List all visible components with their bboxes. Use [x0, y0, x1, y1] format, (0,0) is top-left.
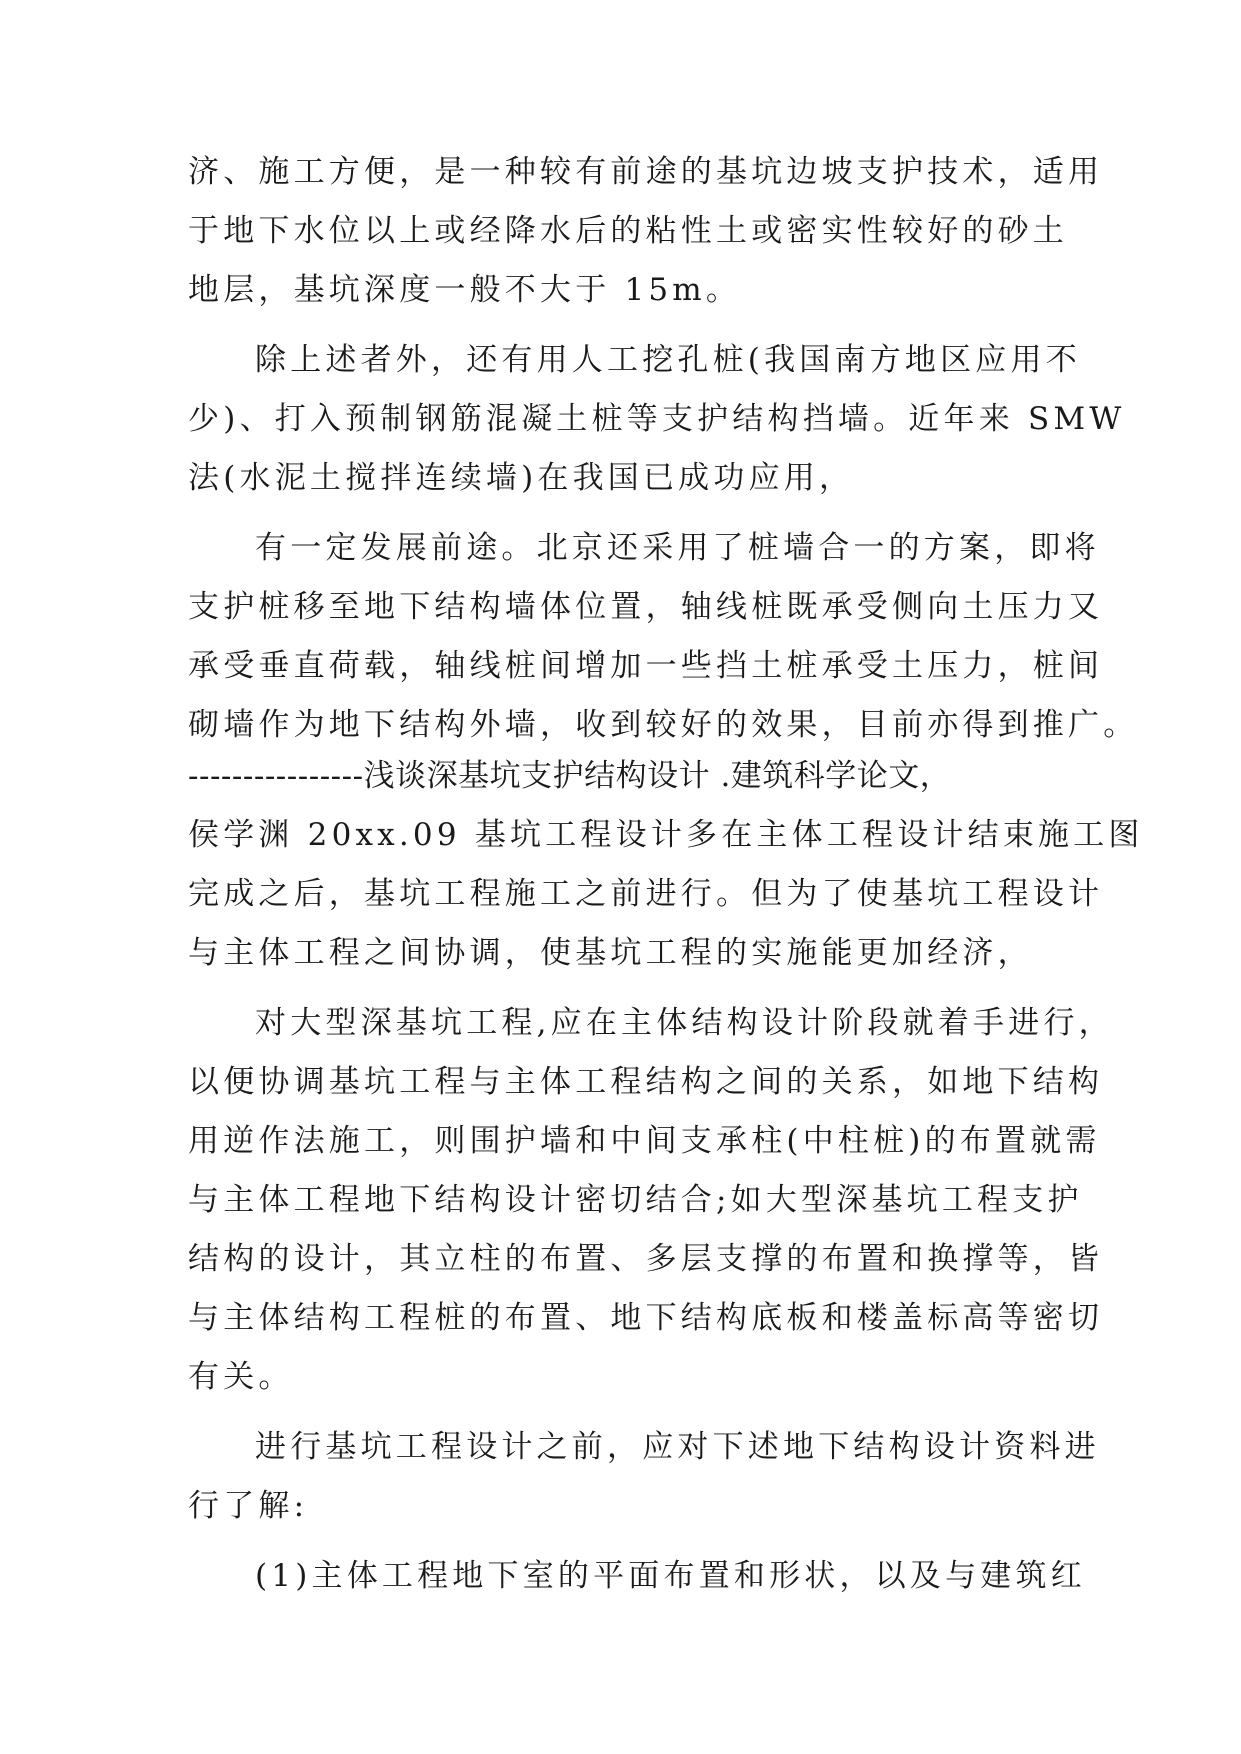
- text-line: 结构的设计，其立柱的布置、多层支撑的布置和换撑等，皆: [188, 1241, 1104, 1277]
- paragraph-first-line: 有一定发展前途。北京还采用了桩墙合一的方案，即将: [255, 530, 1100, 566]
- text-line: 法(水泥土搅拌连续墙)在我国已成功应用，: [188, 460, 855, 496]
- text-line: 以便协调基坑工程与主体工程结构之间的关系，如地下结构: [188, 1064, 1104, 1100]
- text-line: 与主体工程地下结构设计密切结合;如大型深基坑工程支护: [188, 1182, 1083, 1218]
- citation-line: ----------------浅谈深基坑支护结构设计 .建筑科学论文，: [188, 758, 952, 794]
- list-item-line: (1)主体工程地下室的平面布置和形状，以及与建筑红: [255, 1558, 1086, 1594]
- text-line: 完成之后，基坑工程施工之前进行。但为了使基坑工程设计: [188, 876, 1104, 912]
- text-line: 与主体工程之间协调，使基坑工程的实施能更加经济，: [188, 935, 1033, 971]
- text-line: 少)、打入预制钢筋混凝土桩等支护结构挡墙。近年来 SMW: [188, 401, 1126, 437]
- text-line: 与主体结构工程桩的布置、地下结构底板和楼盖标高等密切: [188, 1300, 1104, 1336]
- paragraph-first-line: 除上述者外，还有用人工挖孔桩(我国南方地区应用不: [255, 342, 1081, 378]
- paragraph-first-line: 进行基坑工程设计之前，应对下述地下结构设计资料进: [255, 1429, 1100, 1465]
- paragraph-first-line: 对大型深基坑工程,应在主体结构设计阶段就着手进行，: [255, 1005, 1114, 1041]
- text-line: 砌墙作为地下结构外墙，收到较好的效果，目前亦得到推广。: [188, 707, 1139, 743]
- text-line: 行了解:: [188, 1488, 309, 1524]
- text-line: 济、施工方便，是一种较有前途的基坑边坡支护技术，适用: [188, 154, 1104, 190]
- text-line: 支护桩移至地下结构墙体位置，轴线桩既承受侧向土压力又: [188, 589, 1104, 625]
- text-line: 于地下水位以上或经降水后的粘性土或密实性较好的砂土: [188, 213, 1068, 249]
- text-line: 有关。: [188, 1359, 294, 1395]
- text-line: 用逆作法施工，则围护墙和中间支承柱(中柱桩)的布置就需: [188, 1123, 1101, 1159]
- text-line: 侯学渊 20xx.09 基坑工程设计多在主体工程设计结束施工图: [188, 817, 1144, 853]
- text-line: 承受垂直荷载，轴线桩间增加一些挡土桩承受土压力，桩间: [188, 648, 1104, 684]
- text-line: 地层，基坑深度一般不大于 15m。: [188, 272, 742, 308]
